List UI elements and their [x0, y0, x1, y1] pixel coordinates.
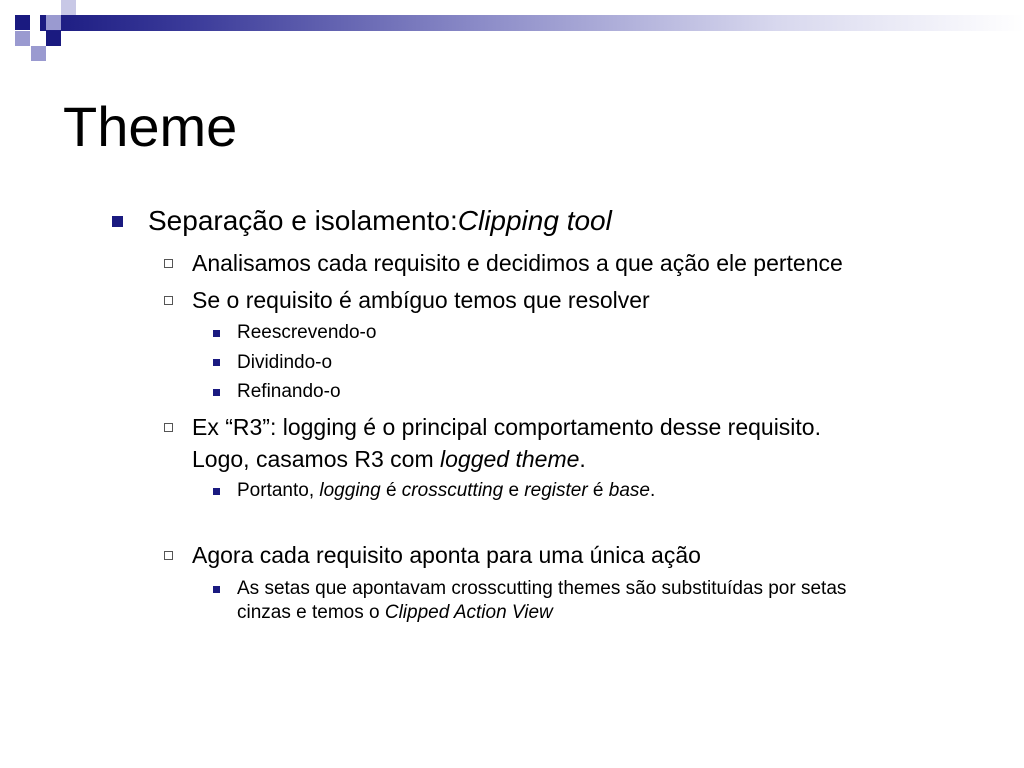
- bullet-line: cinzas e temos o Clipped Action View: [237, 602, 553, 623]
- bullet-line: Ex “R3”: logging é o principal comportamento desse requisito.: [192, 414, 821, 440]
- bullet-agora: Agora cada requisito aponta para uma única ação: [192, 542, 701, 568]
- bullet-exemplo-r3: [192, 413, 821, 473]
- bullet-text: Separação e isolamento:: [148, 205, 458, 236]
- bullet-hollow-square-icon: [164, 259, 173, 268]
- bullet-ambiguo: Se o requisito é ambíguo temos que resolver: [192, 287, 650, 313]
- bullet-small-square-icon: [213, 330, 220, 337]
- bullet-hollow-square-icon: [164, 296, 173, 305]
- bullet-small-square-icon: [213, 586, 220, 593]
- bullet-line: As setas que apontavam crosscutting themes são substituídas por setas: [237, 578, 847, 599]
- bullet-small-square-icon: [213, 488, 220, 495]
- bullet-setas: [237, 577, 846, 625]
- bullet-dividindo: Dividindo-o: [237, 352, 333, 373]
- bullet-small-square-icon: [213, 359, 220, 366]
- bullet-text-italic: Clipping tool: [457, 205, 612, 236]
- bullet-hollow-square-icon: [164, 551, 173, 560]
- bullet-refinando: Refinando-o: [237, 381, 341, 402]
- bullet-small-square-icon: [213, 389, 220, 396]
- bullet-analisamos: Analisamos cada requisito e decidimos a que ação ele pertence: [192, 250, 843, 276]
- bullet-line: Logo, casamos R3 com logged theme.: [192, 446, 586, 472]
- slide-title: Theme: [63, 95, 238, 158]
- bullet-separacao: [148, 205, 612, 237]
- bullet-reescrevendo: Reescrevendo-o: [237, 322, 377, 343]
- bullet-hollow-square-icon: [164, 423, 173, 432]
- bullet-portanto: Portanto, logging é crosscutting e register é base.: [237, 480, 656, 501]
- bullet-square-icon: [112, 216, 123, 227]
